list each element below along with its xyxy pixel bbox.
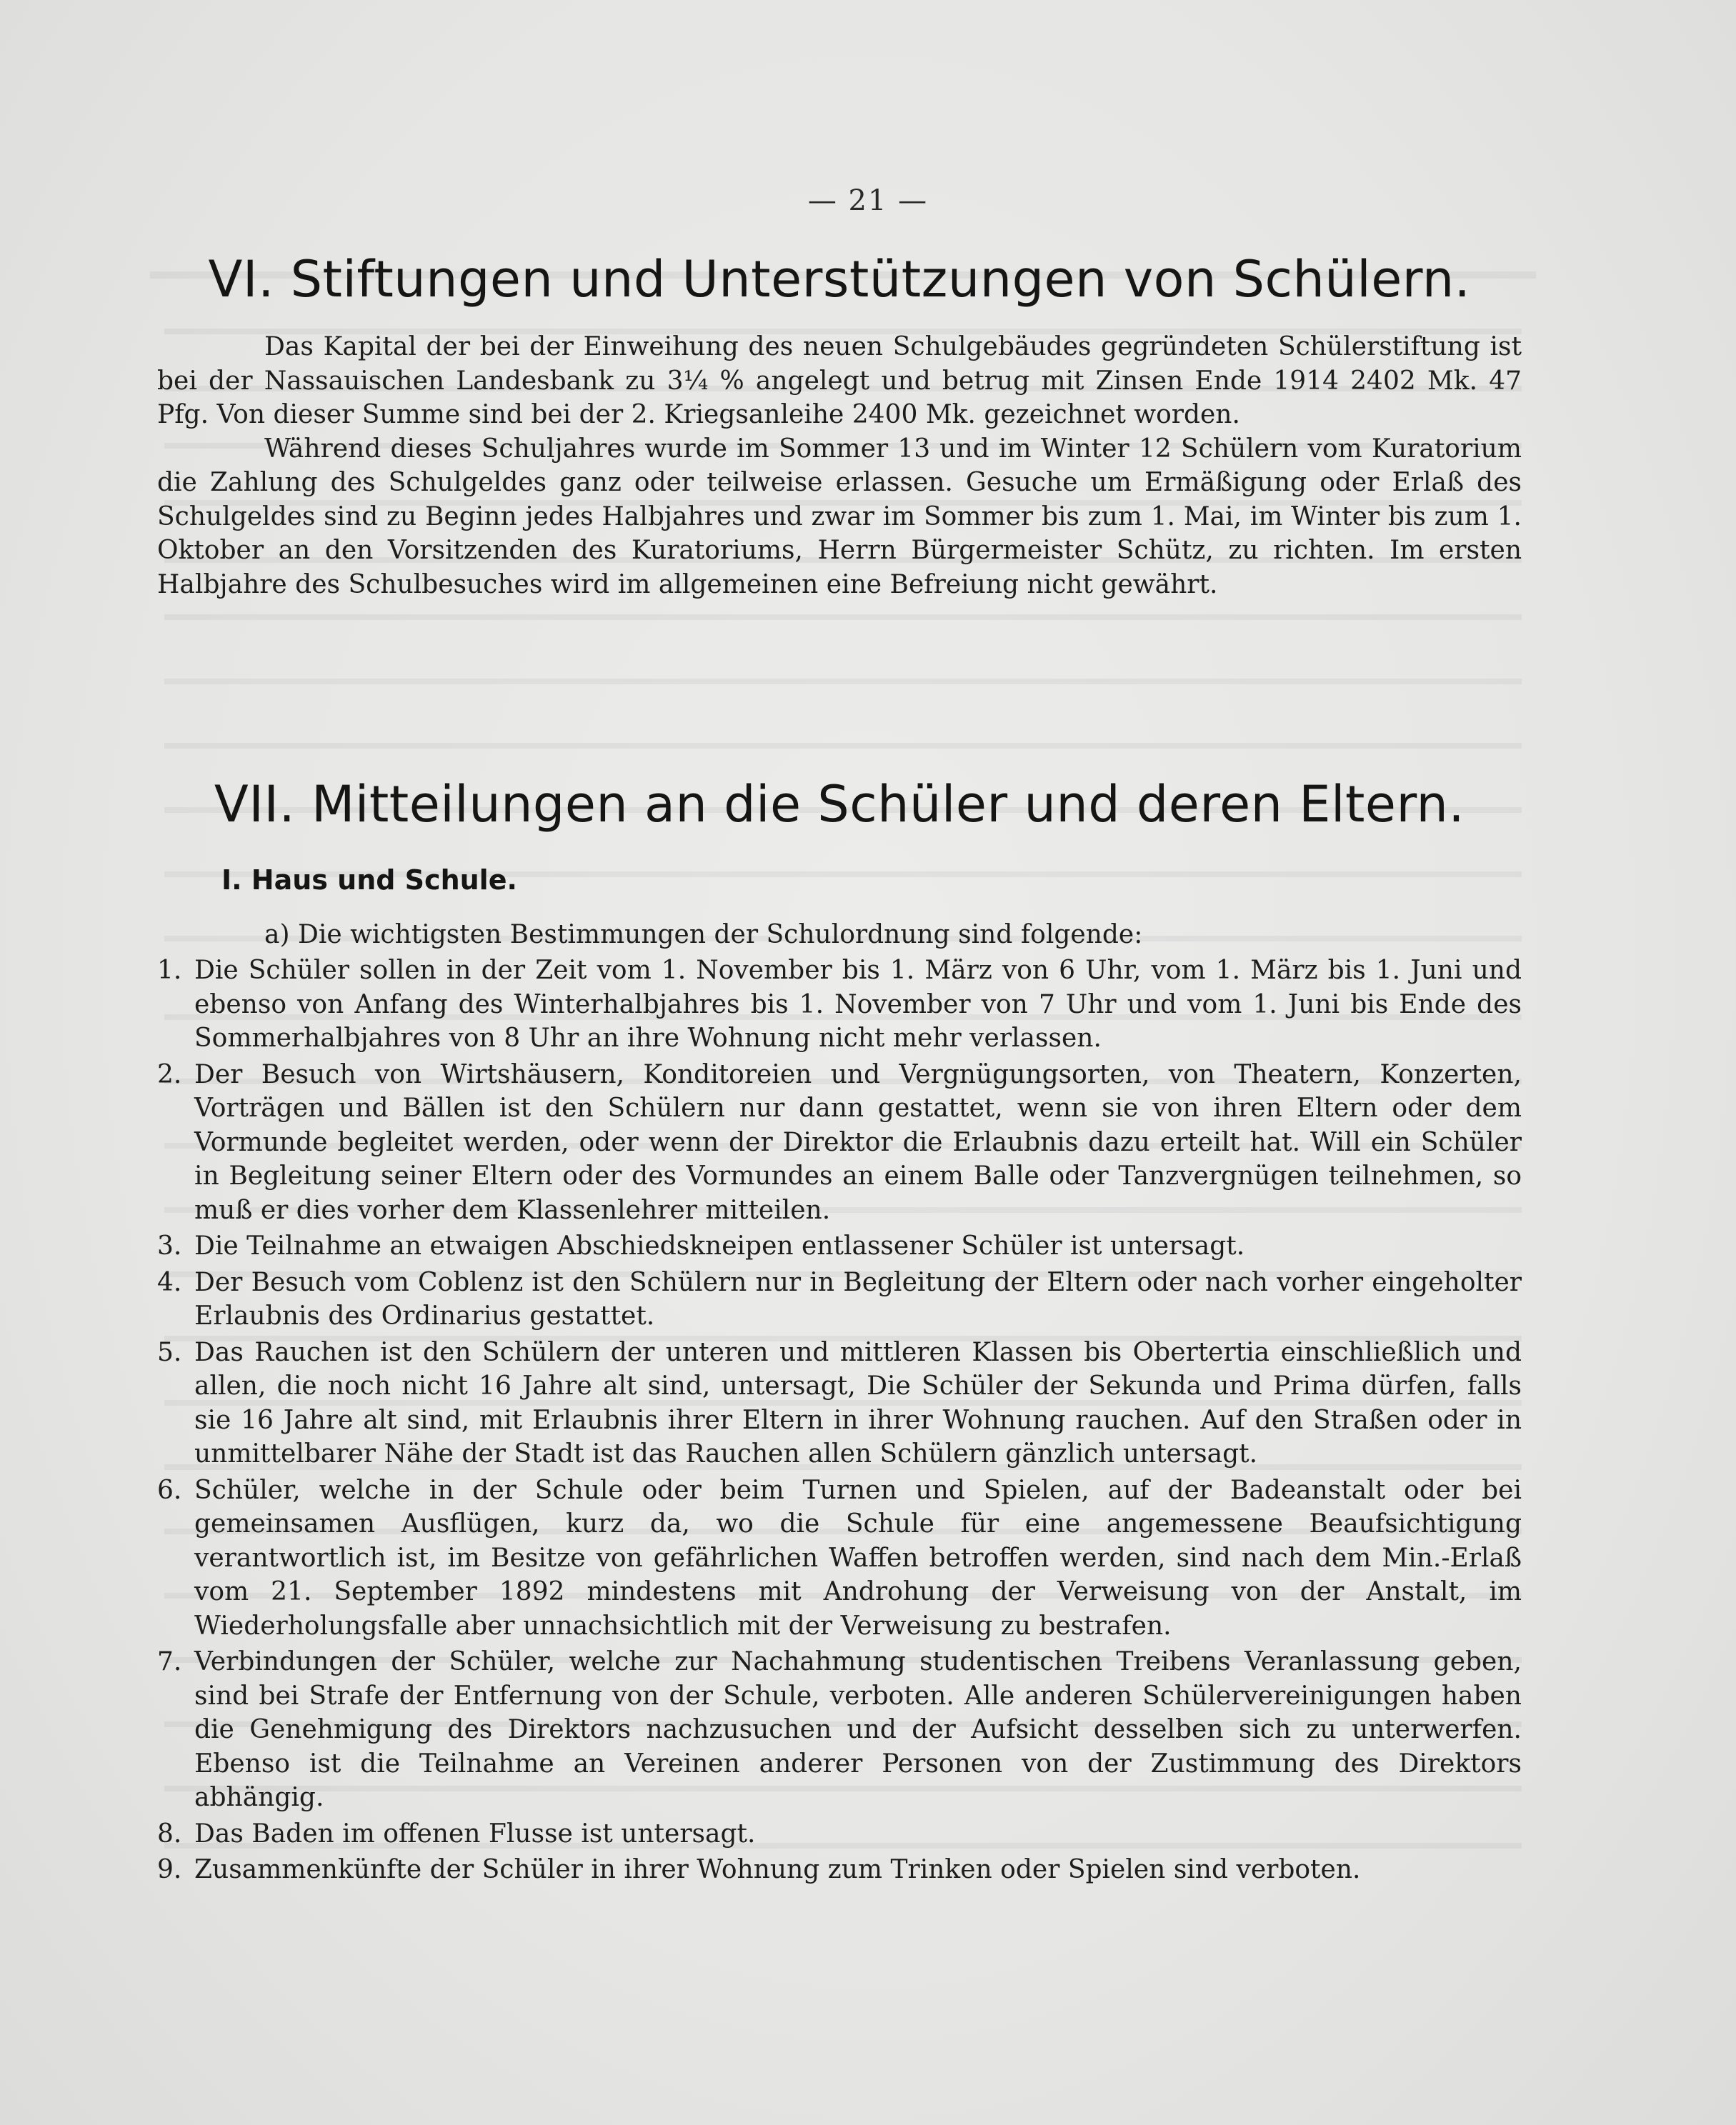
rule-number: 1.: [157, 956, 182, 985]
section-body-stiftungen: [157, 330, 1522, 601]
rule-text: Zusammenkünfte der Schüler in ihrer Wohnung zum Trinken oder Spielen sind verboten.: [194, 1855, 1361, 1884]
paragraph-schuelerstiftung: Das Kapital der bei der Einweihung des neuen Schulgebäudes gegründeten Schülerstiftung ist bei der Nassauischen Landesbank zu 3¼ % angelegt und betrug mit Zinsen Ende 1914 2402 Mk. 47 Pfg. Von dieser Summe sind bei der 2. Kriegsanleihe 2400 Mk. gezeichnet worden.: [157, 332, 1522, 429]
rule-text: Die Teilnahme an etwaigen Abschiedskneipen entlassener Schüler ist untersagt.: [194, 1231, 1245, 1261]
rule-item: [157, 1266, 1522, 1334]
rule-number: 8.: [157, 1819, 182, 1849]
rules-intro: a) Die wichtigsten Bestimmungen der Schulordnung sind folgende:: [264, 920, 1143, 949]
rule-text: Schüler, welche in der Schule oder beim Turnen und Spielen, auf der Badeanstalt oder bei gemeinsamen Ausflügen, kurz da, wo die Schule für eine angemessene Beaufsichtigung verantwortlich ist, im Besitze von gefährlichen Waffen betroffen werden, sind nach dem Min.-Erlaß vom 21. September 1892 mindestens mit Androhung der Verweisung von der Anstalt, im Wiederholungsfalle aber unnachsichtlich mit der Verweisung zu bestrafen.: [194, 1475, 1522, 1641]
section-heading-mitteilungen: VII. Mitteilungen an die Schüler und deren Eltern.: [214, 775, 1465, 834]
rule-text: Verbindungen der Schüler, welche zur Nachahmung studentischen Treibens Veranlassung geben, sind bei Strafe der Entfernung von der Schule, verboten. Alle anderen Schülervereinigungen haben die Genehmigung des Direktors nachzusuchen und der Aufsicht desselben sich zu unterwerfen. Ebenso ist die Teilnahme an Vereinen anderer Personen von der Zustimmung des Direktors abhängig.: [194, 1647, 1522, 1812]
rule-item: [157, 1474, 1522, 1644]
rule-item: [157, 954, 1522, 1056]
rule-text: Der Besuch vom Coblenz ist den Schülern nur in Begleitung der Eltern oder nach vorher eingeholter Erlaubnis des Ordinarius gestattet.: [194, 1267, 1522, 1331]
rule-item: [157, 1645, 1522, 1815]
rule-text: Das Baden im offenen Flusse ist untersagt.: [194, 1819, 756, 1849]
school-rules-list: [157, 954, 1522, 1889]
rule-number: 6.: [157, 1475, 182, 1505]
rule-text: Die Schüler sollen in der Zeit vom 1. November bis 1. März von 6 Uhr, vom 1. März bis 1. Juni und ebenso von Anfang des Winterhalbjahres bis 1. November von 7 Uhr und vom 1. Juni bis Ende des Sommerhalbjahres von 8 Uhr an ihre Wohnung nicht mehr verlassen.: [194, 956, 1522, 1053]
rule-item: [157, 1229, 1522, 1264]
rule-number: 5.: [157, 1337, 182, 1367]
section-heading-stiftungen: VI. Stiftungen und Unterstützungen von Schülern.: [208, 250, 1471, 309]
rule-number: 3.: [157, 1231, 182, 1261]
rule-item: [157, 1853, 1522, 1887]
subsection-heading-haus-und-schule: I. Haus und Schule.: [221, 864, 517, 896]
rule-number: 9.: [157, 1855, 182, 1884]
rule-text: Das Rauchen ist den Schülern der unteren und mittleren Klassen bis Obertertia einschließlich und allen, die noch nicht 16 Jahre alt sind, untersagt, Die Schüler der Sekunda und Prima dürfen, falls sie 16 Jahre alt sind, mit Erlaubnis ihrer Eltern in ihrer Wohnung rauchen. Auf den Straßen oder in unmittelbarer Nähe der Stadt ist das Rauchen allen Schülern gänzlich untersagt.: [194, 1337, 1522, 1469]
rule-number: 7.: [157, 1647, 182, 1676]
rule-number: 4.: [157, 1267, 182, 1297]
rule-item: [157, 1336, 1522, 1471]
rule-item: [157, 1817, 1522, 1851]
rule-text: Der Besuch von Wirtshäusern, Konditoreien und Vergnügungsorten, von Theatern, Konzerten, Vorträgen und Bällen ist den Schülern nur dann gestattet, wenn sie von ihren Eltern oder dem Vormunde begleitet werden, oder wenn der Direktor die Erlaubnis dazu erteilt hat. Will ein Schüler in Begleitung seiner Eltern oder des Vormundes an einem Balle oder Tanzvergnügen teilnehmen, so muß er dies vorher dem Klassenlehrer mitteilen.: [194, 1059, 1522, 1225]
page-number: — 21 —: [807, 184, 929, 217]
rule-number: 2.: [157, 1059, 182, 1089]
rule-item: [157, 1058, 1522, 1228]
paragraph-schulgeld: Während dieses Schuljahres wurde im Sommer 13 und im Winter 12 Schülern vom Kuratorium die Zahlung des Schulgeldes ganz oder teilweise erlassen. Gesuche um Ermäßigung oder Erlaß des Schulgeldes sind zu Beginn jedes Halbjahres und zwar im Sommer bis zum 1. Mai, im Winter bis zum 1. Oktober an den Vorsitzenden des Kuratoriums, Herrn Bürgermeister Schütz, zu richten. Im ersten Halbjahre des Schulbesuches wird im allgemeinen eine Befreiung nicht gewährt.: [157, 434, 1522, 599]
